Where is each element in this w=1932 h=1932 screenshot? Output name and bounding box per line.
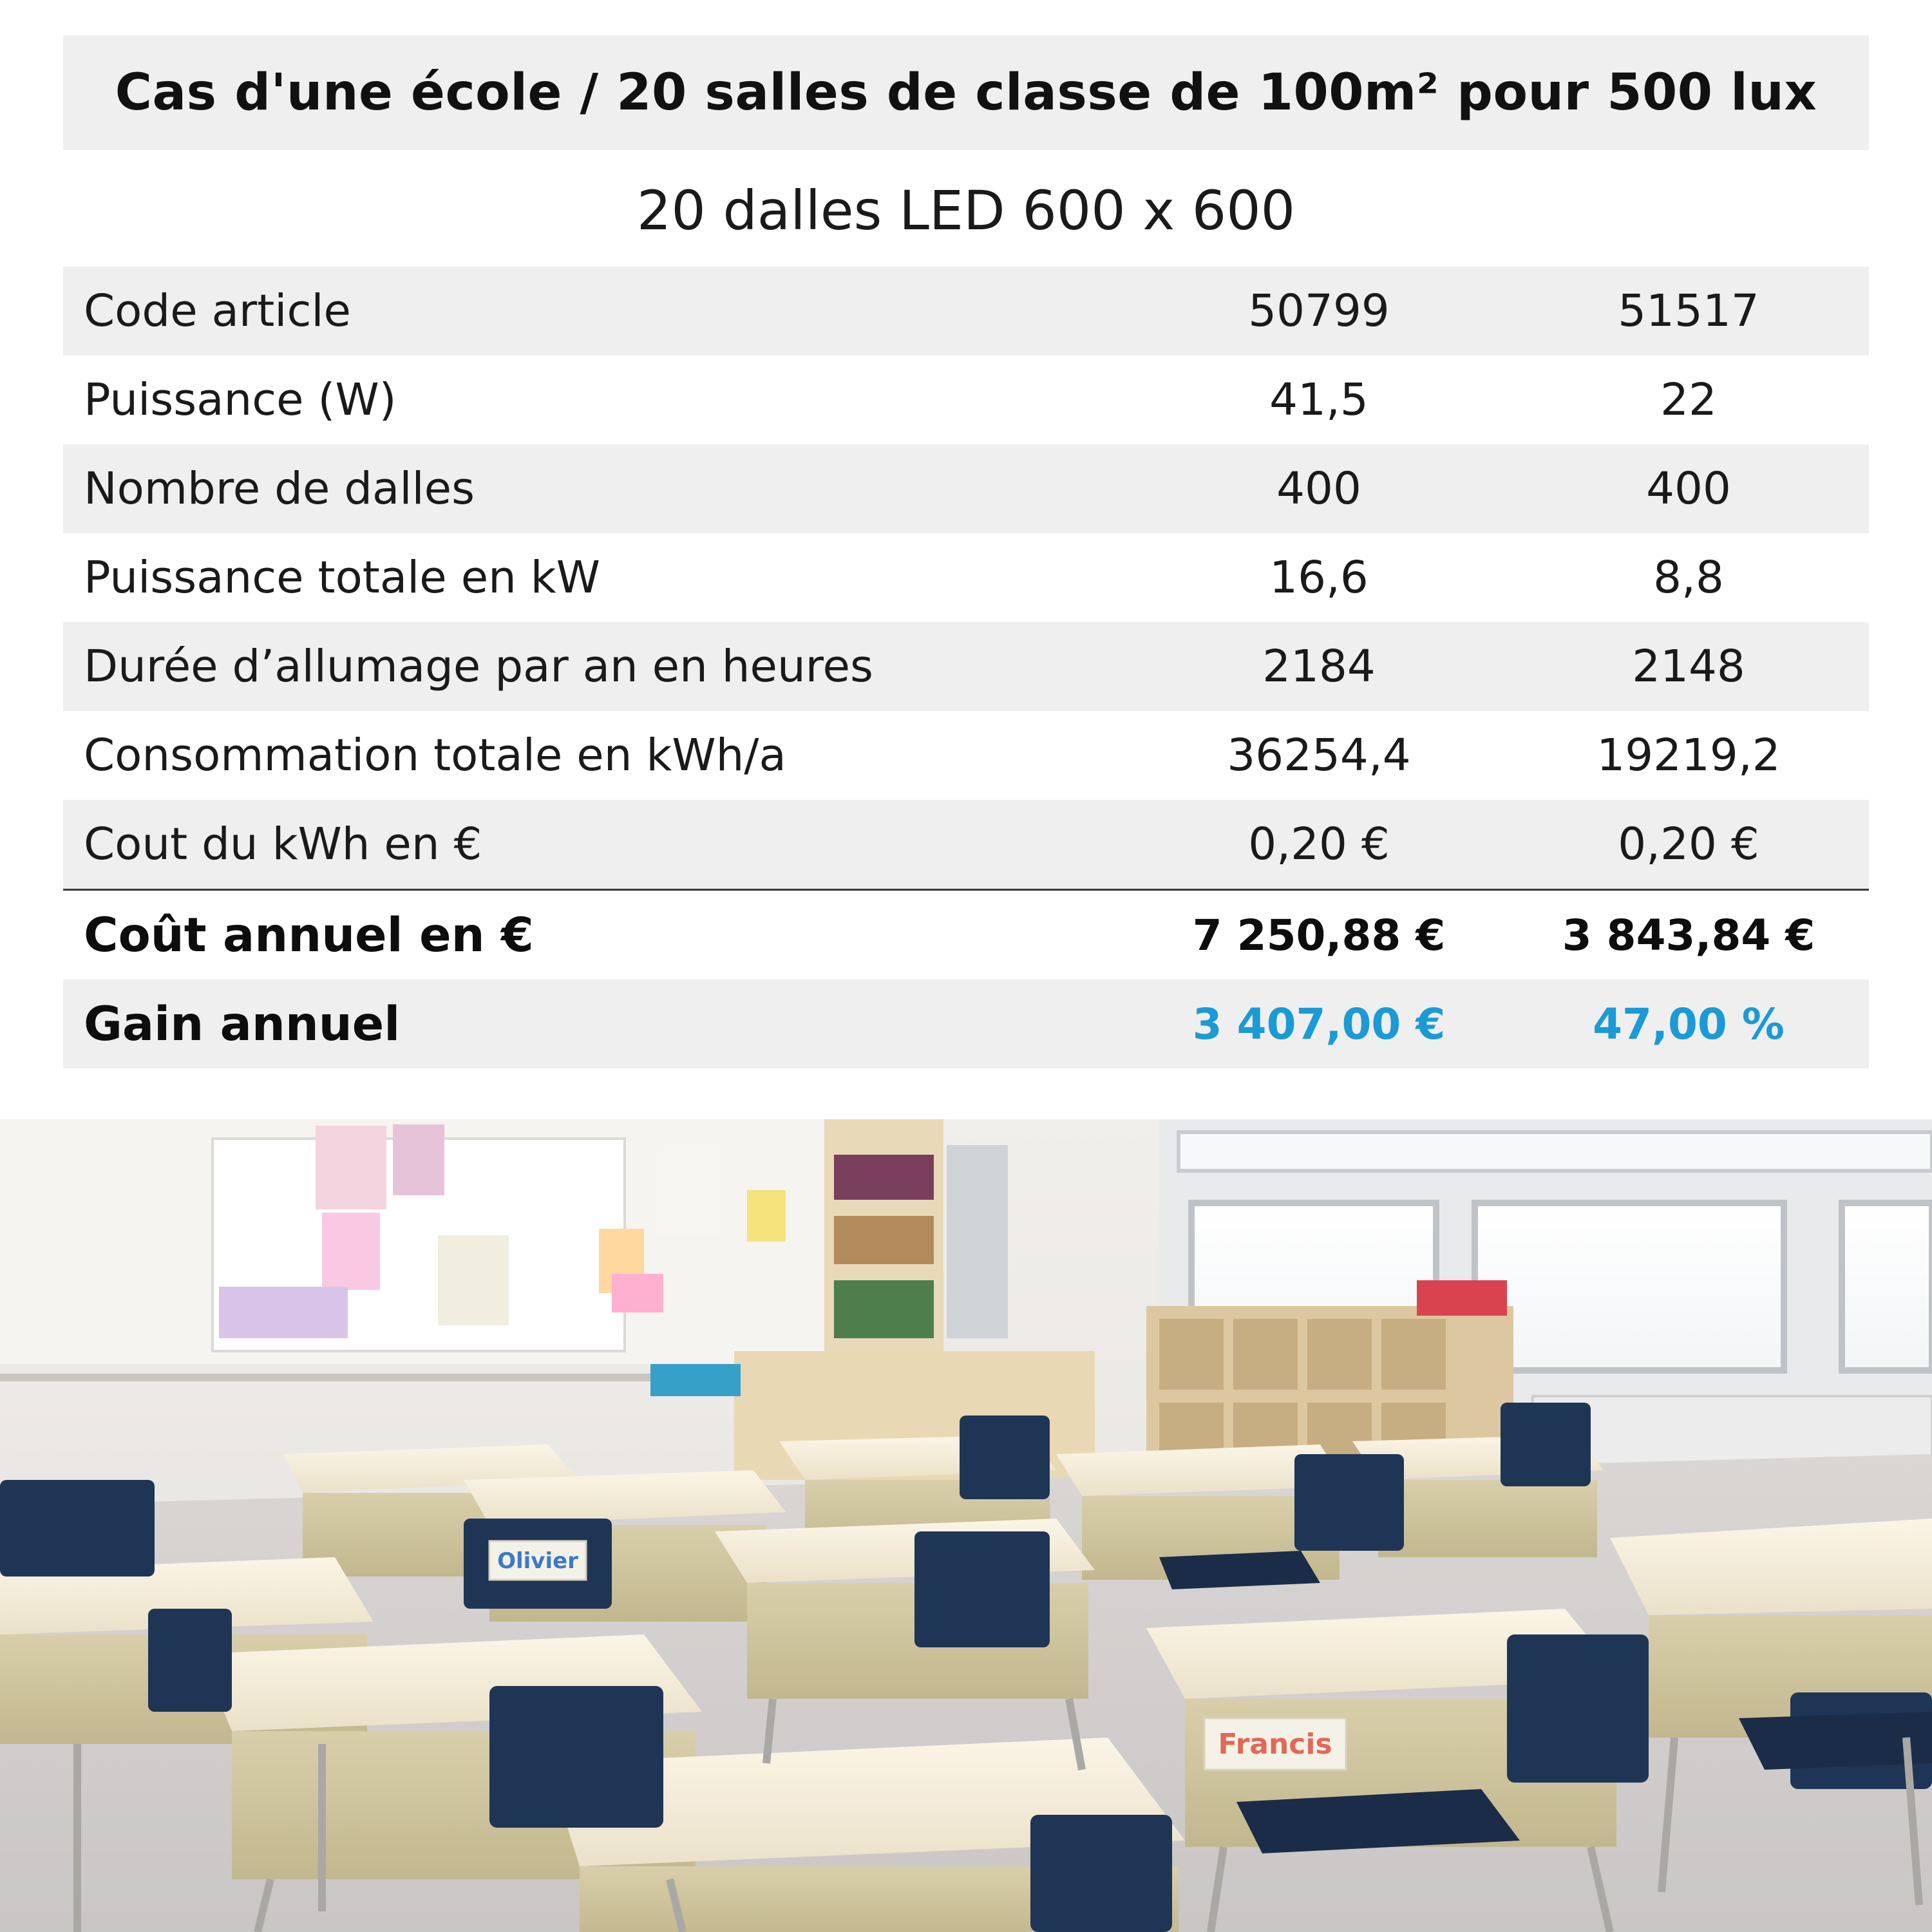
page-title: Cas d'une école / 20 salles de classe de 100m² pour 500 lux [115,64,1817,122]
value-51517: 0,20 € [1618,819,1759,870]
table-row [63,800,1869,889]
annual-cost-label: Coût annuel en € [84,907,534,963]
table-row [63,355,1869,444]
row-label: Puissance totale en kW [84,552,600,603]
table-row [63,711,1869,800]
row-label: Durée d’allumage par an en heures [84,641,873,692]
annual-cost-row [63,891,1869,980]
value-50799: 41,5 [1269,374,1368,426]
value-50799: 16,6 [1269,552,1368,603]
annual-gain-amount: 3 407,00 € [1192,999,1446,1049]
row-label: Nombre de dalles [84,463,475,515]
value-51517: 400 [1646,463,1731,515]
value-51517: 8,8 [1653,552,1724,603]
svg-text:Olivier: Olivier [497,1548,578,1574]
comparison-table [63,267,1869,1068]
value-50799: 50799 [1248,285,1390,337]
row-label: Consommation totale en kWh/a [84,730,786,781]
value-51517: 51517 [1618,285,1759,337]
value-51517: 22 [1660,374,1717,426]
row-label: Cout du kWh en € [84,819,482,870]
value-50799: 400 [1276,463,1361,515]
table-row [63,533,1869,622]
annual-gain-label: Gain annuel [84,996,401,1052]
row-label: Code article [84,285,352,337]
annual-gain-row [63,980,1869,1068]
table-row [63,444,1869,533]
value-51517: 2148 [1632,641,1745,692]
classroom-photo [0,1119,1932,1932]
value-50799: 36254,4 [1227,730,1411,781]
svg-text:Francis: Francis [1218,1728,1332,1761]
value-50799: 0,20 € [1248,819,1390,870]
annual-gain-percent: 47,00 % [1593,999,1785,1049]
row-label: Puissance (W) [84,374,397,426]
table-row [63,267,1869,355]
value-50799: 2184 [1262,641,1376,692]
title-bar [63,35,1869,150]
table-row [63,622,1869,711]
page-subtitle: 20 dalles LED 600 x 600 [636,179,1296,242]
annual-cost-51517: 3 843,84 € [1562,910,1815,960]
annual-cost-50799: 7 250,88 € [1192,910,1446,960]
value-51517: 19219,2 [1596,730,1781,781]
